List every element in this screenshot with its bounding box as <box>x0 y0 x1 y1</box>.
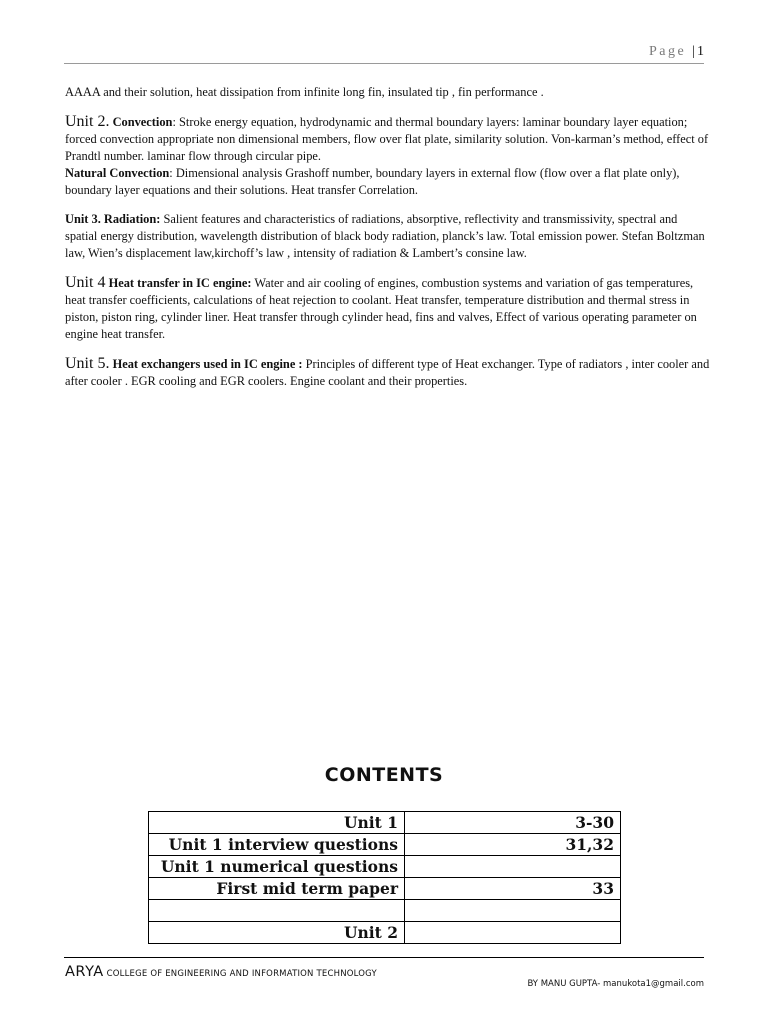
unit5-heading: Heat exchangers used in IC engine : <box>112 357 303 371</box>
intro-line: AAAA and their solution, heat dissipation from infinite long fin, insulated tip , fin performance . <box>65 85 544 99</box>
unit4-label: Unit 4 <box>65 274 106 291</box>
page-separator: | <box>692 44 695 59</box>
unit2-subtext: : Dimensional analysis Grashoff number, boundary layers in external flow (flow over a flat plate only), boundary layer equations and their solutions. Heat transfer Correlation. <box>65 166 680 197</box>
unit4-section <box>65 274 710 343</box>
contents-pages: 33 <box>405 878 621 900</box>
contents-item: Unit 1 numerical questions <box>149 856 405 878</box>
unit2-section <box>65 113 710 199</box>
contents-item: Unit 1 interview questions <box>149 834 405 856</box>
contents-pages <box>405 900 621 922</box>
contents-item: Unit 1 <box>149 812 405 834</box>
unit5-section <box>65 355 710 390</box>
table-row <box>149 834 621 856</box>
footer-author: BY MANU GUPTA- manukota1@gmail.com <box>527 979 704 989</box>
table-row <box>149 812 621 834</box>
unit3-section <box>65 211 710 262</box>
contents-item: Unit 2 <box>149 922 405 944</box>
contents-table <box>148 811 621 944</box>
contents-pages <box>405 922 621 944</box>
syllabus-body <box>65 84 710 402</box>
unit3-text: Salient features and characteristics of radiations, absorptive, reflectivity and transmissivity, spectral and spatial energy distribution, wavelength distribution of black body radiation, planck’s law. Total emission power. Stefan Boltzman law, Wien’s displacement law,kirchoff’s law , intensity of radiation & Lambert’s consine law. <box>65 212 705 260</box>
contents-title: CONTENTS <box>324 764 444 786</box>
unit3-label: Unit 3. Radiation: <box>65 212 161 226</box>
page-number: 1 <box>697 44 704 59</box>
contents-item <box>149 900 405 922</box>
header-rule <box>64 63 704 64</box>
college-full-name: COLLEGE OF ENGINEERING AND INFORMATION TECHNOLOGY <box>103 969 377 979</box>
unit2-subheading: Natural Convection <box>65 166 170 180</box>
table-row <box>149 922 621 944</box>
contents-pages <box>405 856 621 878</box>
unit5-label: Unit 5. <box>65 355 110 372</box>
table-row <box>149 900 621 922</box>
college-short-name: ARYA <box>65 964 104 980</box>
contents-pages: 31,32 <box>405 834 621 856</box>
unit2-label: Unit 2. <box>65 113 110 130</box>
unit2-text: : Stroke energy equation, hydrodynamic and thermal boundary layers: laminar boundary layer equation; forced convection appropriate non dimensional members, flow over flat plate, similarity solution. Von-karman’s method, effect of Prandtl number. laminar flow through circular pipe. <box>65 115 709 163</box>
contents-pages: 3-30 <box>405 812 621 834</box>
unit2-heading: Convection <box>112 115 173 129</box>
page-word: Page <box>648 44 687 59</box>
page-header <box>649 44 704 60</box>
table-row <box>149 856 621 878</box>
footer-college <box>65 961 377 980</box>
footer-rule <box>64 957 704 958</box>
unit4-heading: Heat transfer in IC engine: <box>108 276 252 290</box>
unit5-text: Principles of different type of Heat exchanger. Type of radiators , inter cooler and after cooler . EGR cooling and EGR coolers. Engine coolant and their properties. <box>65 357 710 388</box>
contents-item: First mid term paper <box>149 878 405 900</box>
table-row <box>149 878 621 900</box>
unit4-text: Water and air cooling of engines, combustion systems and variation of gas temperatures, heat transfer coefficients, calculations of heat rejection to coolant. Heat transfer, temperature distribution and thermal stress in piston, piston ring, cylinder liner. Heat transfer through cylinder head, fins and valves, Effect of various operating parameter on engine heat transfer. <box>65 276 697 341</box>
